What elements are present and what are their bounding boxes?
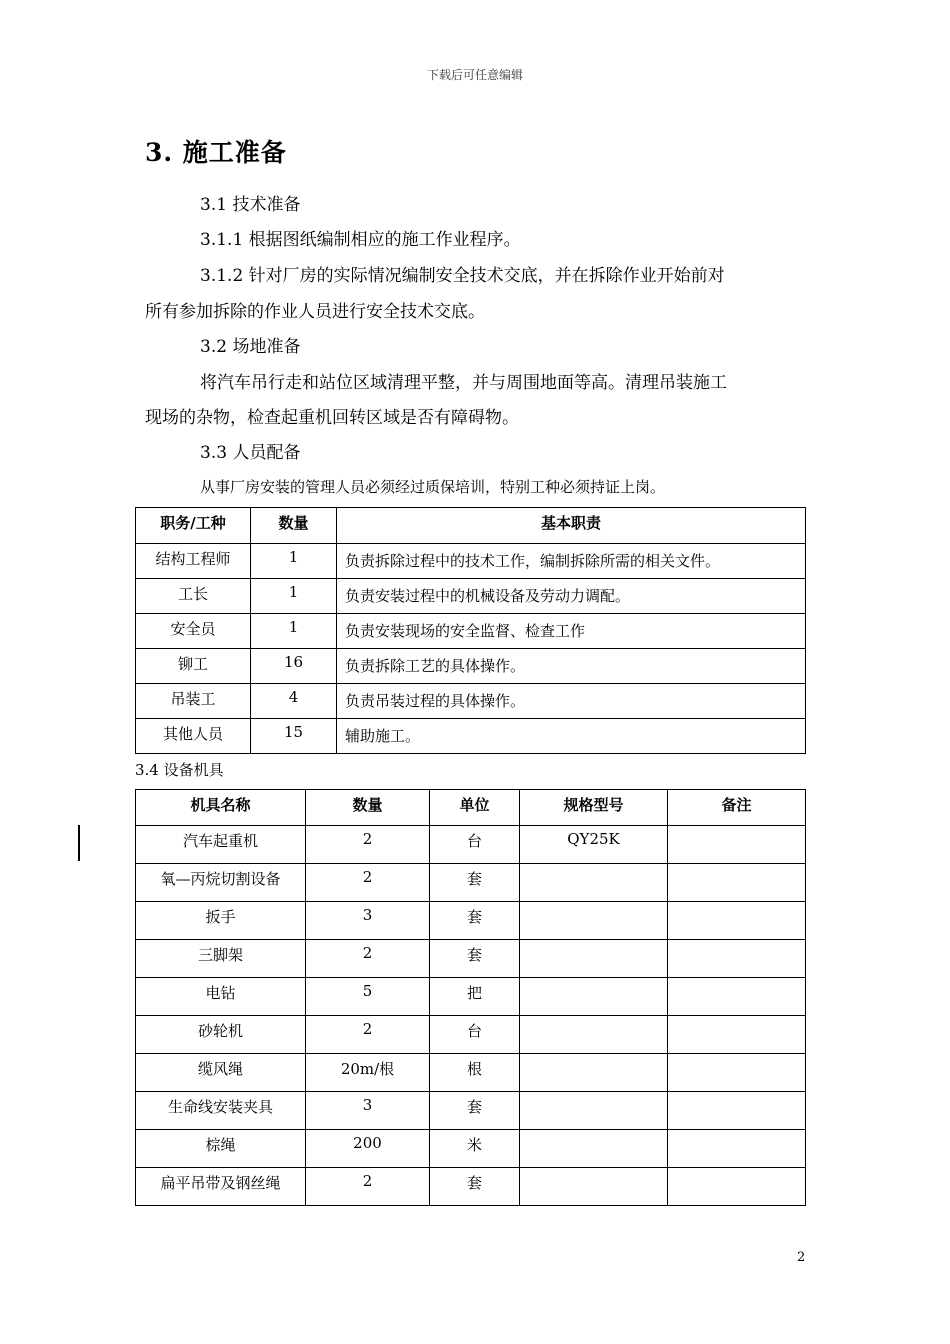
table-row [136,1054,806,1092]
table-cell [668,1092,806,1130]
column-header: 备注 [668,790,806,826]
page-number: 2 [797,1250,806,1265]
table-row [136,614,806,649]
table-cell: 1 [251,579,337,614]
table-cell: 吊装工 [136,684,251,719]
table-cell: 电钻 [136,978,306,1016]
table-cell [668,826,806,864]
table-row [136,826,806,864]
column-header: 基本职责 [337,508,806,544]
table-cell [520,940,668,978]
table-cell: 扳手 [136,902,306,940]
table-cell: 套 [430,1168,520,1206]
table-row [136,649,806,684]
table-cell: 2 [306,940,430,978]
table-cell: 4 [251,684,337,719]
table-cell [520,1168,668,1206]
table-cell: 5 [306,978,430,1016]
table-cell: 辅助施工。 [337,719,806,754]
table-cell: 负责拆除工艺的具体操作。 [337,649,806,684]
table-cell [520,978,668,1016]
paragraph-3-1-2-line2: 所有参加拆除的作业人员进行安全技术交底。 [145,302,485,322]
table-row [136,864,806,902]
column-header: 机具名称 [136,790,306,826]
table-cell: 套 [430,940,520,978]
paragraph-site-line2: 现场的杂物，检查起重机回转区域是否有障碍物。 [145,408,519,428]
table-row [136,719,806,754]
column-header: 职务/工种 [136,508,251,544]
table-cell [668,1016,806,1054]
column-header: 单位 [430,790,520,826]
header-note: 下载后可任意编辑 [426,68,523,82]
paragraph-site-prep: 3.2 场地准备 [200,337,301,357]
table-cell: 套 [430,902,520,940]
table-cell: 工长 [136,579,251,614]
table-cell: 3 [306,1092,430,1130]
table-cell: 台 [430,826,520,864]
paragraph-staffing-note: 从事厂房安装的管理人员必须经过质保培训，特别工种必须持证上岗。 [200,478,666,496]
paragraph-technical-prep: 3.1 技术准备 [200,195,301,215]
table-cell [520,1054,668,1092]
table-header-row [136,508,806,544]
paragraph-3-1-2-line1: 3.1.2 针对厂房的实际情况编制安全技术交底，并在拆除作业开始前对 [200,266,725,286]
paragraph-site-line1: 将汽车吊行走和站位区域清理平整，并与周围地面等高。清理吊装施工 [200,373,727,393]
table-cell [520,902,668,940]
table-cell: 米 [430,1130,520,1168]
table-cell: 负责拆除过程中的技术工作，编制拆除所需的相关文件。 [337,544,806,579]
table-cell: 砂轮机 [136,1016,306,1054]
table-cell: 20m/根 [306,1054,430,1092]
paragraph-3-1-1: 3.1.1 根据图纸编制相应的施工作业程序。 [200,230,521,250]
staff-table [135,507,806,754]
table-cell: 生命线安装夹具 [136,1092,306,1130]
table-cell: 负责安装过程中的机械设备及劳动力调配。 [337,579,806,614]
table-row [136,1130,806,1168]
table-cell [520,864,668,902]
column-header: 规格型号 [520,790,668,826]
table-cell: 氧—丙烷切割设备 [136,864,306,902]
table-cell: 把 [430,978,520,1016]
equipment-table [135,789,806,1206]
section-heading: 3. 施工准备 [145,138,287,167]
table-cell [520,1016,668,1054]
table-cell: 2 [306,1168,430,1206]
table-cell: 三脚架 [136,940,306,978]
table-cell: 1 [251,544,337,579]
paragraph-staffing: 3.3 人员配备 [200,443,301,463]
table-cell [668,978,806,1016]
table-cell: 1 [251,614,337,649]
table-row [136,1092,806,1130]
table-cell: 安全员 [136,614,251,649]
table-cell [520,1092,668,1130]
text-cursor [78,825,80,861]
table-row [136,684,806,719]
table-row [136,1016,806,1054]
table-cell: 缆风绳 [136,1054,306,1092]
table-cell: QY25K [520,826,668,864]
table-cell: 根 [430,1054,520,1092]
table-cell [668,864,806,902]
table-row [136,579,806,614]
table-row [136,978,806,1016]
table-cell: 2 [306,826,430,864]
table-cell: 汽车起重机 [136,826,306,864]
table-cell [668,1130,806,1168]
table-cell: 铆工 [136,649,251,684]
table-cell: 棕绳 [136,1130,306,1168]
column-header: 数量 [251,508,337,544]
table-cell: 套 [430,1092,520,1130]
table-row [136,902,806,940]
table-cell: 16 [251,649,337,684]
table-cell [520,1130,668,1168]
table-cell: 负责吊装过程的具体操作。 [337,684,806,719]
table-cell [668,940,806,978]
column-header: 数量 [306,790,430,826]
table-cell: 15 [251,719,337,754]
table-cell: 2 [306,1016,430,1054]
table-cell: 3 [306,902,430,940]
table-cell: 其他人员 [136,719,251,754]
table-cell [668,1168,806,1206]
table-cell: 扁平吊带及钢丝绳 [136,1168,306,1206]
table-row [136,1168,806,1206]
table-cell [668,902,806,940]
table-row [136,940,806,978]
table-cell: 结构工程师 [136,544,251,579]
table-cell: 负责安装现场的安全监督、检查工作 [337,614,806,649]
table-cell: 2 [306,864,430,902]
equipment-heading: 3.4 设备机具 [135,761,224,779]
table-cell [668,1054,806,1092]
table-row [136,544,806,579]
table-cell: 套 [430,864,520,902]
table-cell: 台 [430,1016,520,1054]
table-cell: 200 [306,1130,430,1168]
table-header-row [136,790,806,826]
